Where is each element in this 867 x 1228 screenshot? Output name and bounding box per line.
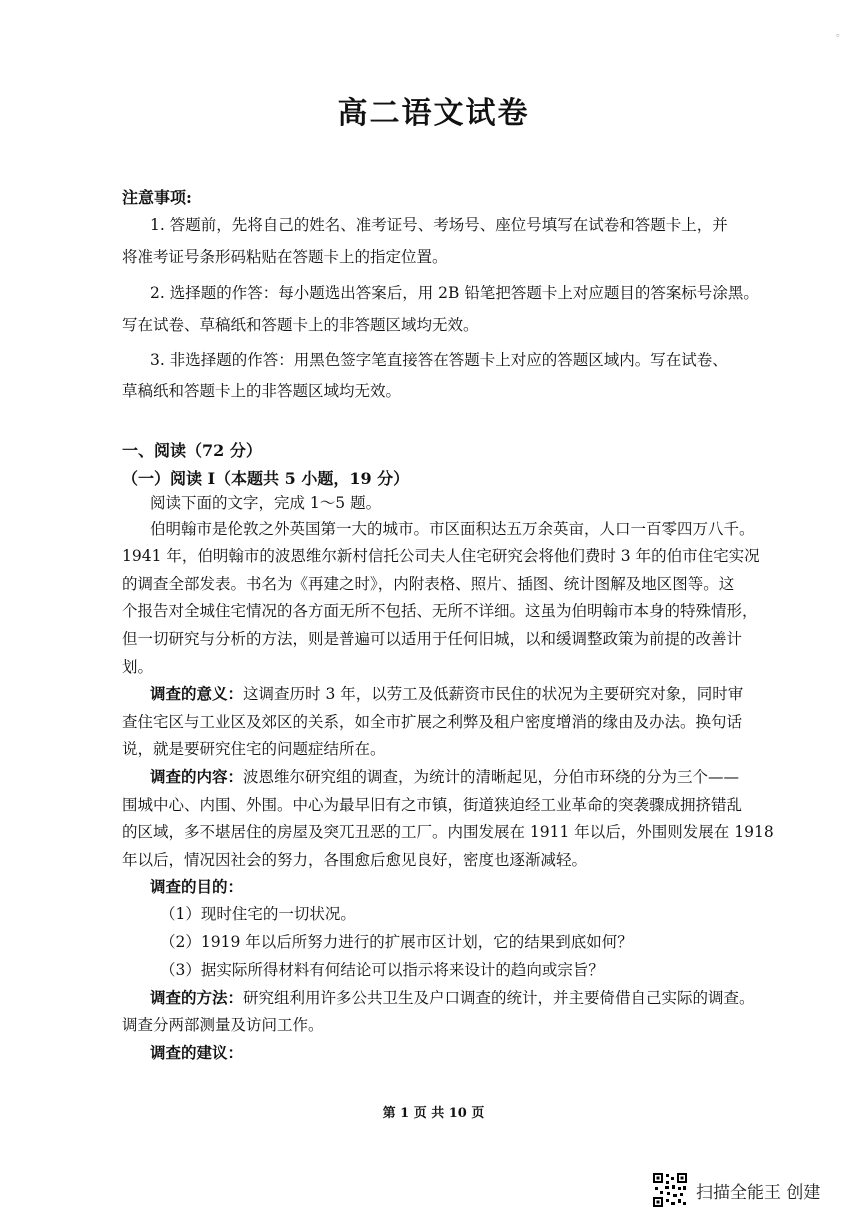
purpose-label: 调查的目的： (150, 877, 244, 896)
significance-label: 调查的意义： (150, 684, 244, 703)
purpose-item: （1）现时住宅的一切状况。 (160, 905, 356, 923)
content-label: 调查的内容： (150, 767, 244, 786)
purpose-item: （2）1919 年以后所努力进行的扩展市区计划，它的结果到底如何？ (160, 933, 633, 951)
method-text: 研究组利用许多公共卫生及户口调查的统计，并主要倚借自己实际的调查。 (243, 989, 755, 1007)
passage-line: 伯明翰市是伦敦之外英国第一大的城市。市区面积达五万余英亩，人口一百零四万八千。 (150, 520, 755, 538)
significance-text: 这调查历时 3 年，以劳工及低薪资市民住的状况为主要研究对象，同时审 (243, 685, 744, 703)
content-line: 年以后，情况因社会的努力，各围愈后愈见良好，密度也逐渐减轻。 (122, 851, 588, 869)
notice-heading: 注意事项: (122, 188, 192, 207)
content-line: 的区域，多不堪居住的房屋及突兀丑恶的工厂。内围发展在 1911 年以后，外围则发展在 1918 (122, 823, 774, 841)
notice-line: 3. 非选择题的作答：用黑色签字笔直接答在答题卡上对应的答题区域内。写在试卷、 (150, 351, 728, 369)
purpose-item: （3）据实际所得材料有何结论可以指示将来设计的趋向或宗旨？ (160, 961, 604, 979)
qr-code-icon (652, 1172, 688, 1208)
method-line: 调查分两部测量及访问工作。 (122, 1016, 324, 1034)
corner-mark: 。 (836, 28, 846, 39)
section-subheading: （一）阅读 I（本题共 5 小题，19 分） (122, 469, 410, 488)
notice-line: 1. 答题前，先将自己的姓名、准考证号、考场号、座位号填写在试卷和答题卡上，并 (150, 216, 728, 234)
watermark-text: 扫描全能王 创建 (696, 1182, 821, 1203)
page-title: 高二语文试卷 (337, 96, 530, 131)
significance-line (150, 683, 743, 705)
content-text: 波恩维尔研究组的调查，为统计的清晰起见，分伯市环绕的分为三个—— (243, 768, 740, 786)
notice-line: 草稿纸和答题卡上的非答题区域均无效。 (122, 382, 402, 400)
passage-line: 的调查全部发表。书名为《再建之时》，内附表格、照片、插图、统计图解及地区图等。这 (122, 575, 735, 593)
section-heading: 一、阅读（72 分） (122, 441, 262, 460)
scanner-watermark (652, 1172, 820, 1208)
notice-line: 将准考证号条形码粘贴在答题卡上的指定位置。 (122, 248, 448, 266)
section-instruction: 阅读下面的文字，完成 1～5 题。 (150, 494, 382, 512)
method-line (150, 987, 755, 1009)
method-label: 调查的方法： (150, 988, 244, 1007)
content-line (150, 766, 739, 788)
passage-line: 划。 (122, 658, 154, 676)
suggestion-label: 调查的建议： (150, 1043, 244, 1062)
passage-line: 1941 年，伯明翰市的波恩维尔新村信托公司夫人住宅研究会将他们费时 3 年的伯市住宅实况 (122, 547, 760, 565)
notice-line: 2. 选择题的作答：每小题选出答案后，用 2B 铅笔把答题卡上对应题目的答案标号涂黑。 (150, 284, 759, 302)
significance-line: 说，就是要研究住宅的问题症结所在。 (122, 740, 386, 758)
notice-line: 写在试卷、草稿纸和答题卡上的非答题区域均无效。 (122, 316, 479, 334)
significance-line: 查住宅区与工业区及郊区的关系，如全市扩展之利弊及租户密度增消的缘由及办法。换句话 (122, 713, 743, 731)
content-line: 围城中心、内围、外围。中心为最早旧有之市镇，街道狭迫经工业革命的突袭骤成拥挤错乱 (122, 796, 743, 814)
passage-line: 个报告对全城住宅情况的各方面无所不包括、无所不详细。这虽为伯明翰市本身的特殊情形， (122, 602, 758, 620)
page-number: 第 1 页 共 10 页 (382, 1106, 485, 1121)
passage-line: 但一切研究与分析的方法，则是普遍可以适用于任何旧城，以和缓调整政策为前提的改善计 (122, 630, 743, 648)
